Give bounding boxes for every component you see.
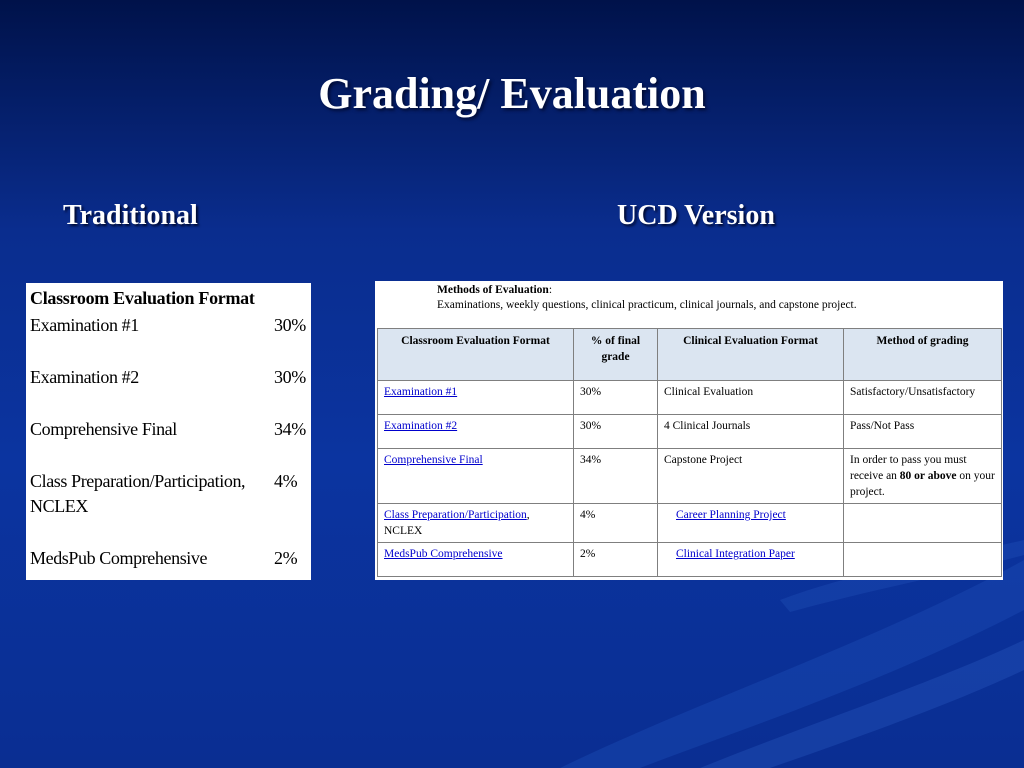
row-label: Comprehensive Final [30, 419, 177, 439]
classroom-suffix: , [526, 509, 530, 521]
clinical-cell [658, 504, 844, 543]
ucd-version-heading: UCD Version [617, 200, 775, 231]
header-percent-final-grade: % of final grade [574, 329, 658, 381]
methods-title: Methods of Evaluation [437, 284, 549, 296]
slide-title: Grading/ Evaluation [318, 69, 706, 118]
row-label: Examination #1 [30, 315, 139, 335]
method-text-a: In order to pass you must receive an [850, 454, 967, 482]
table-row [378, 449, 1002, 504]
row-percent: 30% [274, 315, 306, 335]
method-cell [844, 543, 1002, 577]
header-classroom-format: Classroom Evaluation Format [378, 329, 574, 381]
row-percent: 34% [274, 419, 306, 439]
method-cell: Satisfactory/Unsatisfactory [844, 381, 1002, 415]
clinical-cell [658, 543, 844, 577]
percent-cell: 4% [574, 504, 658, 543]
examination-1-link[interactable]: Examination #1 [384, 386, 458, 398]
classroom-line2: NCLEX [384, 525, 423, 537]
classroom-cell [378, 449, 574, 504]
clinical-integration-paper-link[interactable]: Clinical Integration Paper [676, 548, 795, 560]
row-percent: 30% [274, 367, 306, 387]
classroom-cell [378, 415, 574, 449]
clinical-cell: Clinical Evaluation [658, 381, 844, 415]
header-clinical-format: Clinical Evaluation Format [658, 329, 844, 381]
row-label: MedsPub Comprehensive [30, 548, 208, 568]
comprehensive-final-link[interactable]: Comprehensive Final [384, 454, 483, 466]
method-cell: Pass/Not Pass [844, 415, 1002, 449]
classroom-cell [378, 543, 574, 577]
percent-cell: 2% [574, 543, 658, 577]
clinical-cell: 4 Clinical Journals [658, 415, 844, 449]
ucd-evaluation-panel [375, 281, 1003, 580]
percent-cell: 30% [574, 415, 658, 449]
clinical-cell: Capstone Project [658, 449, 844, 504]
classroom-cell [378, 504, 574, 543]
classroom-cell [378, 381, 574, 415]
traditional-header: Classroom Evaluation Format [30, 288, 255, 308]
methods-of-evaluation [437, 283, 997, 313]
table-header-row [378, 329, 1002, 381]
ucd-evaluation-table [377, 328, 1002, 577]
table-row [378, 543, 1002, 577]
table-row [378, 381, 1002, 415]
row-percent: 2% [274, 548, 298, 568]
method-cell [844, 504, 1002, 543]
method-text-bold: 80 or above [899, 470, 957, 482]
row-label-line2: NCLEX [30, 496, 88, 516]
traditional-heading: Traditional [63, 200, 198, 231]
medspub-comprehensive-link[interactable]: MedsPub Comprehensive [384, 548, 503, 560]
methods-text: Examinations, weekly questions, clinical practicum, clinical journals, and capstone project. [437, 299, 857, 311]
header-method-of-grading: Method of grading [844, 329, 1002, 381]
percent-cell: 34% [574, 449, 658, 504]
method-cell [844, 449, 1002, 504]
table-row [378, 504, 1002, 543]
percent-cell: 30% [574, 381, 658, 415]
row-percent: 4% [274, 471, 298, 491]
row-label: Examination #2 [30, 367, 139, 387]
table-row [378, 415, 1002, 449]
methods-colon: : [548, 284, 553, 296]
career-planning-project-link[interactable]: Career Planning Project [676, 509, 786, 521]
traditional-evaluation-panel [26, 283, 311, 580]
row-label: Class Preparation/Participation, [30, 471, 246, 491]
method-text-c: on your project. [850, 470, 995, 498]
class-preparation-link[interactable]: Class Preparation/Participation [384, 509, 527, 521]
examination-2-link[interactable]: Examination #2 [384, 420, 458, 432]
